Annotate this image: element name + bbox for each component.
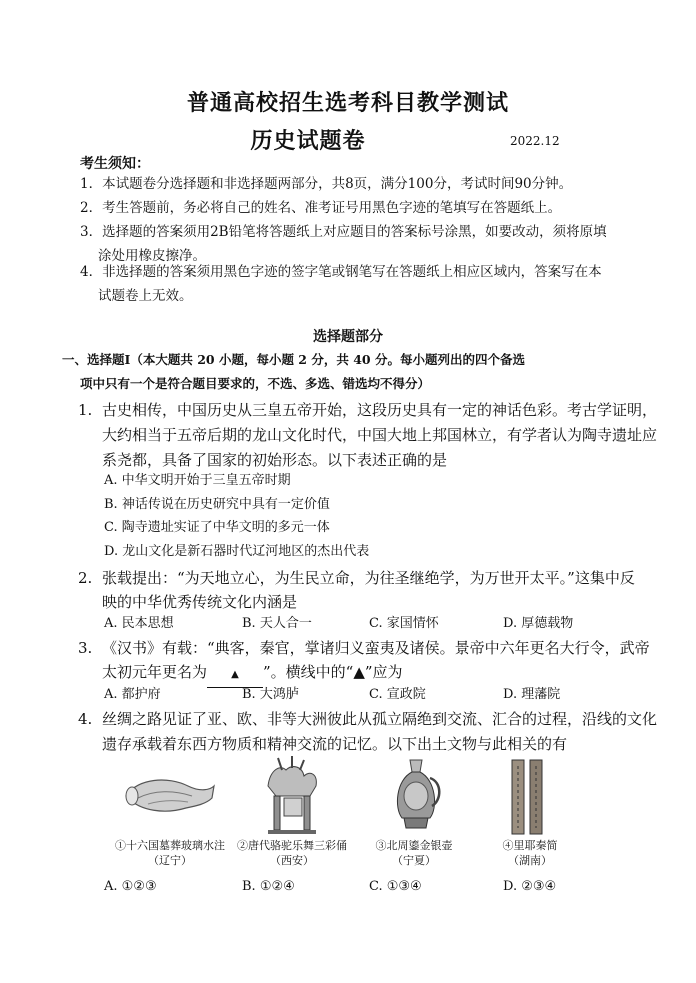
q1-stem-line-2: 大约相当于五帝后期的龙山文化时代，中国大地上邦国林立，有学者认为陶寺遗址应 xyxy=(102,426,658,444)
q1-option-d[interactable]: D. 龙山文化是新石器时代辽河地区的杰出代表 xyxy=(104,544,370,559)
q4-option-b[interactable]: B. ①②④ xyxy=(242,879,295,894)
q3-blank: ▲ xyxy=(207,662,263,688)
section-title: 选择题部分 xyxy=(313,329,383,345)
q4-option-d[interactable]: D. ②③④ xyxy=(503,879,557,894)
exam-title: 普通高校招生选考科目教学测试 xyxy=(186,90,509,116)
q3-option-c[interactable]: C. 宣政院 xyxy=(369,687,426,702)
q1-stem-line-3: 系尧都，具备了国家的初始形态。以下表述正确的是 xyxy=(102,451,448,469)
notice-item-3-cont: 涂处用橡皮擦净。 xyxy=(98,248,206,264)
q2-option-c[interactable]: C. 家国情怀 xyxy=(369,616,439,631)
q4-number: 4. xyxy=(78,710,93,728)
glass-vessel-image xyxy=(118,760,218,832)
notice-item-3: 3．选择题的答案须用2B铅笔将答题纸上对应题目的答案标号涂黑，如要改动，须将原填 xyxy=(80,224,607,240)
exam-date: 2022.12 xyxy=(510,134,560,148)
q3-number: 3. xyxy=(78,639,93,657)
q1-option-b[interactable]: B. 神话传说在历史研究中具有一定价值 xyxy=(104,497,330,512)
artifact-caption-3: ③北周鎏金银壶 （宁夏） xyxy=(375,839,453,867)
q4-option-a[interactable]: A. ①②③ xyxy=(104,879,157,894)
q2-stem-line-2: 映的中华优秀传统文化内涵是 xyxy=(102,593,298,611)
q2-option-d[interactable]: D. 厚德载物 xyxy=(503,616,574,631)
bamboo-slips-image xyxy=(508,758,548,836)
q1-number: 1. xyxy=(78,401,93,419)
notice-item-1: 1．本试题卷分选择题和非选择题两部分，共8页，满分100分，考试时间90分钟。 xyxy=(80,176,573,192)
q1-stem-line-1: 古史相传，中国历史从三皇五帝开始，这段历史具有一定的神话色彩。考古学证明， xyxy=(102,401,658,419)
artifact-caption-2: ②唐代骆驼乐舞三彩俑 （西安） xyxy=(237,839,347,867)
notice-item-4-cont: 试题卷上无效。 xyxy=(98,288,193,304)
q2-stem-line-1: 张载提出：“为天地立心，为生民立命，为往圣继绝学，为万世开太平。”这集中反 xyxy=(102,569,635,587)
notice-heading: 考生须知： xyxy=(80,156,150,172)
exam-subtitle: 历史试题卷 xyxy=(250,128,366,154)
artifact-caption-4: ④里耶秦简 （湖南） xyxy=(502,839,558,867)
q3-stem-line-1: 《汉书》有载：“典客，秦官，掌诸归义蛮夷及诸侯。景帝中六年更名大行令，武帝 xyxy=(102,639,650,657)
section-instruction-1: 一、选择题Ⅰ（本大题共 20 小题，每小题 2 分，共 40 分。每小题列出的四个备选 xyxy=(62,352,525,367)
camel-figurine-image xyxy=(258,756,328,836)
q3-option-a[interactable]: A. 都护府 xyxy=(104,687,161,702)
q4-stem-line-2: 遗存承载着东西方物质和精神交流的记忆。以下出土文物与此相关的有 xyxy=(102,735,568,753)
notice-item-4: 4．非选择题的答案须用黑色字迹的签字笔或钢笔写在答题纸上相应区域内，答案写在本 xyxy=(80,264,602,280)
q4-stem-line-1: 丝绸之路见证了亚、欧、非等大洲彼此从孤立隔绝到交流、汇合的过程，沿线的文化 xyxy=(102,710,658,728)
q2-option-b[interactable]: B. 天人合一 xyxy=(242,616,312,631)
q3-option-d[interactable]: D. 理藩院 xyxy=(503,687,561,702)
q4-option-c[interactable]: C. ①③④ xyxy=(369,879,422,894)
silver-ewer-image xyxy=(386,756,446,836)
notice-item-2: 2．考生答题前，务必将自己的姓名、准考证号用黑色字迹的笔填写在答题纸上。 xyxy=(80,200,562,216)
q3-stem-line-2: 太初元年更名为 ▲ ”。横线中的“▲”应为 xyxy=(102,660,403,688)
section-instruction-2: 项中只有一个是符合题目要求的，不选、多选、错选均不得分） xyxy=(80,376,431,391)
q2-number: 2. xyxy=(78,569,93,587)
q2-option-a[interactable]: A. 民本思想 xyxy=(104,616,174,631)
q1-option-a[interactable]: A. 中华文明开始于三皇五帝时期 xyxy=(104,473,291,488)
q1-option-c[interactable]: C. 陶寺遗址实证了中华文明的多元一体 xyxy=(104,520,330,535)
artifact-caption-1: ①十六国墓葬玻璃水注 （辽宁） xyxy=(115,839,225,867)
q3-option-b[interactable]: B. 大鸿胪 xyxy=(242,687,299,702)
